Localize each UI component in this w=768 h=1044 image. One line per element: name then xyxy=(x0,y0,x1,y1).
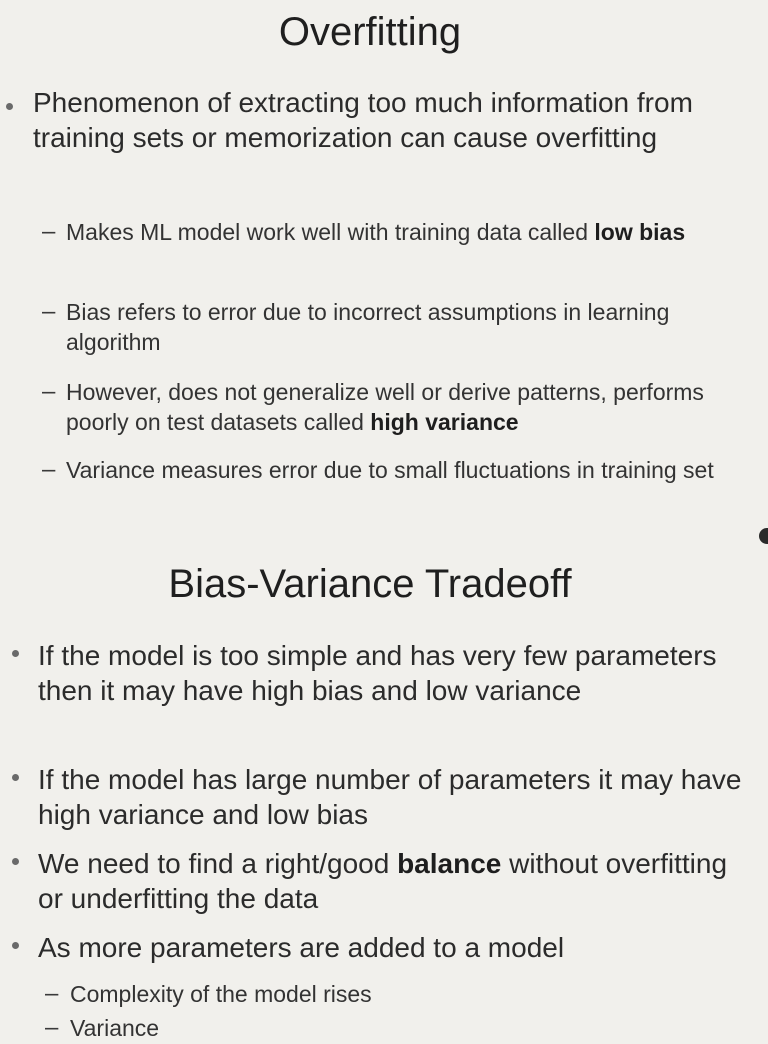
bullet-text: If the model is too simple and has very few parameters then it may have high bias and low variance xyxy=(38,640,717,706)
page-edge-mark xyxy=(759,528,768,544)
sub-bullet-text: Complexity of the model rises xyxy=(70,981,372,1007)
dash-icon: – xyxy=(42,456,56,483)
bullet-dot-icon xyxy=(12,858,19,865)
dash-icon: – xyxy=(42,218,56,245)
bullet-dot-icon xyxy=(12,774,19,781)
sub-bullet-text: However, does not generalize well or derive patterns, performs poorly on test datasets called high variance xyxy=(66,379,704,435)
tradeoff-title: Bias-Variance Tradeoff xyxy=(168,562,572,606)
overfitting-title: Overfitting xyxy=(278,10,462,54)
dash-icon: – xyxy=(45,1014,59,1041)
sub-bullet-text: Bias refers to error due to incorrect assumptions in learning algorithm xyxy=(66,299,670,355)
bullet-dot-icon xyxy=(6,103,13,110)
bullet-text: We need to find a right/good balance without overfitting or underfitting the data xyxy=(38,848,728,914)
sub-bullet-text: Variance measures error due to small fluctuations in training set xyxy=(66,457,714,483)
bullet-text: Phenomenon of extracting too much information from training sets or memorization can cause overfitting xyxy=(33,87,693,153)
bullet-text: If the model has large number of parameters it may have high variance and low bias xyxy=(38,764,742,830)
bullet-text: As more parameters are added to a model xyxy=(38,932,565,963)
bullet-dot-icon xyxy=(12,942,19,949)
bullet-dot-icon xyxy=(12,650,19,657)
dash-icon: – xyxy=(45,980,59,1007)
dash-icon: – xyxy=(42,378,56,405)
sub-bullet-text: Variance xyxy=(70,1015,160,1041)
dash-icon: – xyxy=(42,298,56,325)
sub-bullet-text: Makes ML model work well with training data called low bias xyxy=(66,219,686,245)
